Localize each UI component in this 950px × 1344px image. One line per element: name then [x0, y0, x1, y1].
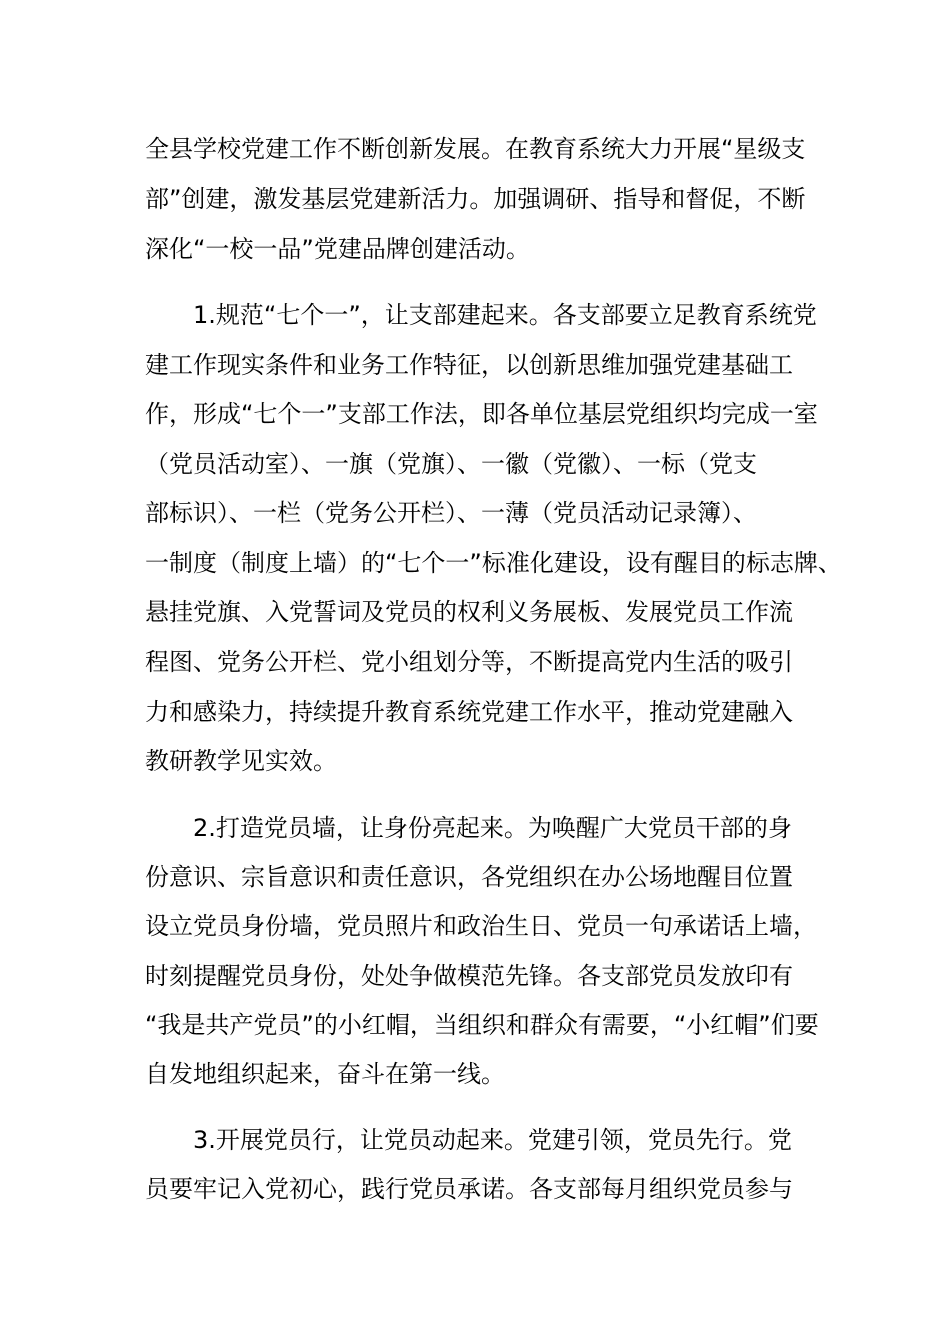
text-line: 部标识）、一栏（党务公开栏）、一薄（党员活动记录簿）、 [145, 499, 757, 527]
text-line: 全县学校党建工作不断创新发展。在教育系统大力开展“星级支 [145, 135, 806, 163]
paragraph-2-start: 2.打造党员墙，让身份亮起来。为唤醒广大党员干部的身 [193, 814, 792, 842]
paragraph-1-start: 1.规范“七个一”，让支部建起来。各支部要立足教育系统党 [193, 301, 817, 329]
text-line: 部”创建，激发基层党建新活力。加强调研、指导和督促，不断 [145, 185, 806, 213]
text-line: 作，形成“七个一”支部工作法，即各单位基层党组织均完成一室 [145, 400, 818, 428]
text-line: 深化“一校一品”党建品牌创建活动。 [145, 235, 530, 263]
text-line: 程图、党务公开栏、党小组划分等，不断提高党内生活的吸引 [145, 648, 793, 676]
text-line: 自发地组织起来，奋斗在第一线。 [145, 1060, 505, 1088]
text-line: 份意识、宗旨意识和责任意识，各党组织在办公场地醒目位置 [145, 863, 793, 891]
text-line: 设立党员身份墙，党员照片和政治生日、党员一句承诺话上墙， [145, 912, 817, 940]
paragraph-3-start: 3.开展党员行，让党员动起来。党建引领，党员先行。党 [193, 1126, 792, 1154]
text-line: 员要牢记入党初心，践行党员承诺。各支部每月组织党员参与 [145, 1175, 793, 1203]
text-line: 力和感染力，持续提升教育系统党建工作水平，推动党建融入 [145, 698, 793, 726]
text-line: “我是共产党员”的小红帽，当组织和群众有需要，“小红帽”们要 [145, 1011, 819, 1039]
text-line: 时刻提醒党员身份，处处争做模范先锋。各支部党员发放印有 [145, 962, 793, 990]
text-line: 一制度（制度上墙）的“七个一”标准化建设，设有醒目的标志牌、 [145, 549, 842, 577]
text-line: 建工作现实条件和业务工作特征，以创新思维加强党建基础工 [145, 351, 793, 379]
text-line: （党员活动室）、一旗（党旗）、一徽（党徽）、一标（党支 [145, 450, 757, 478]
text-line: 教研教学见实效。 [145, 747, 337, 775]
text-line: 悬挂党旗、入党誓词及党员的权利义务展板、发展党员工作流 [145, 598, 793, 626]
